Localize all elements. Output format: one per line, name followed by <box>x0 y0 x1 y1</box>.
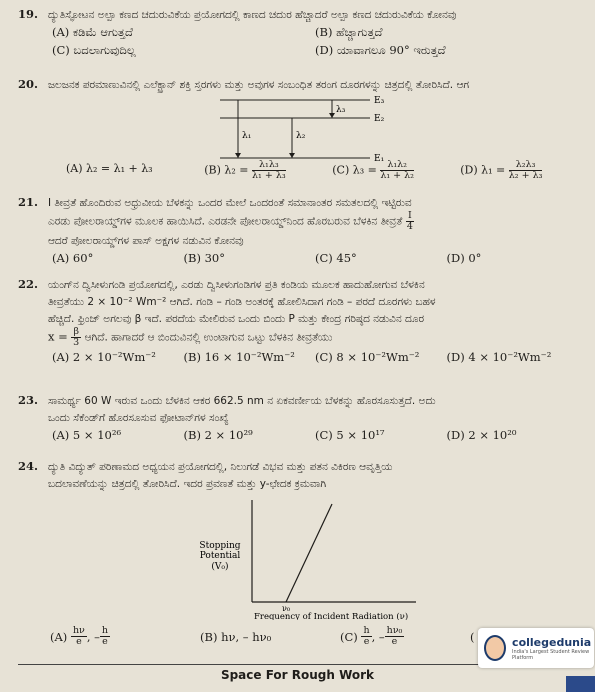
question-number: 24. <box>18 459 39 473</box>
y-axis-label-1: Stopping <box>199 541 241 551</box>
option-a[interactable]: (A) λ₂ = λ₁ + λ₃ <box>66 162 153 175</box>
footer-text: Space For Rough Work <box>220 668 375 682</box>
option-d[interactable]: (D) 2 × 10²⁰ <box>446 428 517 442</box>
option-a[interactable]: (A) 2 × 10⁻²Wm⁻² <box>52 350 156 364</box>
option-a[interactable]: (A) 5 × 10²⁶ <box>52 428 122 442</box>
option-c[interactable]: (C) 5 × 10¹⁷ <box>315 428 385 442</box>
separator: , – <box>371 629 385 644</box>
question-24-options <box>50 626 490 647</box>
y-axis-label-2: Potential <box>199 551 241 561</box>
arrow-lambda3 <box>329 113 335 118</box>
option-d[interactable] <box>460 160 578 181</box>
energy-level-diagram <box>220 94 400 170</box>
option-c[interactable]: (C) 8 × 10⁻²Wm⁻² <box>315 350 420 364</box>
label-lambda1: λ₁ <box>242 131 252 141</box>
options <box>52 249 578 267</box>
question-stem-line-4: ಆಗಿದೆ. ಹಾಗಾದರೆ ಆ ಬಿಂದುವಿನಲ್ಲಿ ಉಂಟಾಗುವ ಒಟ್ಟು ಬೆಳಕಿನ ತೀವ್ರತೆಯು <box>84 331 333 344</box>
option-label: (C) λ₃ = <box>332 163 377 177</box>
brand-name: collegedunia <box>512 635 592 649</box>
options <box>52 348 578 366</box>
option-a[interactable] <box>50 626 200 647</box>
fraction: $\frac{\text{λ₂λ₃}}{\text{λ₂ + λ₃}}$ <box>508 159 543 181</box>
question-stem-line-1: ಸಾಮರ್ಥ್ಯ 60 W ಇರುವ ಒಂದು ಬೆಳಕಿನ ಆಕರ 662.5 nm ನ ಏಕವರ್ಣೀಯ ಬೆಳಕನ್ನು ಹೊರಸೂಸುತ್ತದೆ. ಅದು <box>48 395 436 407</box>
fraction: $\frac{h}{e}$ <box>363 625 370 647</box>
fraction-i-over-4: $\frac{I}{4}$ <box>406 211 413 232</box>
x-label: x = <box>48 329 68 344</box>
question-number: 21. <box>18 195 39 209</box>
question-stem-line-2: ಒಂದು ಸೆಕೆಂಡ್‌ಗೆ ಹೊರಸೂಸುವ ಫೋಟಾನ್‌ಗಳ ಸಂಖ್ಯೆ <box>48 412 229 424</box>
question-21 <box>18 194 578 267</box>
option-c[interactable]: (C) ಬದಲಾಗುವುದಿಲ್ಲ <box>52 43 136 57</box>
option-b[interactable]: (B) ಹೆಚ್ಚಾಗುತ್ತದೆ <box>315 25 383 39</box>
option-b[interactable]: (B) 30° <box>183 251 225 265</box>
x-axis-label: Frequency of Incident Radiation (ν) <box>254 612 409 620</box>
question-19 <box>18 6 578 59</box>
option-b[interactable] <box>204 160 332 181</box>
option-label: (C) <box>340 629 358 644</box>
fraction: $\frac{h}{e}$ <box>101 625 109 647</box>
option-label: (D) λ₁ = <box>460 163 506 177</box>
fraction-beta-over-3: $\frac{\beta}{3}$ <box>73 327 80 348</box>
label-lambda3: λ₃ <box>336 105 346 115</box>
arrow-lambda2 <box>289 153 295 158</box>
option-b[interactable]: (B) 2 × 10²⁹ <box>183 428 253 442</box>
option-b[interactable]: (B) hν, – hν₀ <box>200 629 272 644</box>
option-b[interactable]: (B) 16 × 10⁻²Wm⁻² <box>183 350 295 364</box>
question-number: 22. <box>18 277 39 291</box>
question-stem-line-3: ಹೆಚ್ಚಿದೆ. ಫ್ರಿಂಜ್ ಅಗಲವು β ಇದೆ. ಪರದೆಯ ಮೇಲಿರುವ ಒಂದು ಬಿಂದು P ಮತ್ತು ಕೇಂದ್ರ ಗರಿಷ್ಠದ ನಡುವಿನ ದೂರ <box>48 313 425 325</box>
option-c[interactable] <box>340 626 470 647</box>
y-axis-label-3: (V₀) <box>211 562 229 572</box>
question-number: 23. <box>18 393 39 407</box>
fraction: $\frac{\text{λ₁λ₂}}{\text{λ₁ + λ₂}}$ <box>380 159 414 181</box>
brand-tagline: India's Largest Student Review Platform <box>512 648 590 661</box>
question-24 <box>18 458 578 492</box>
question-stem-line-2: ಎರಡು ಪೋಲರಾಯ್ಡ್‌ಗಳ ಮೂಲಕ ಹಾಯಿಸಿದೆ. ಎರಡನೇ ಪೋಲರಾಯ್ಡ್‌ನಿಂದ ಹೊರಬರುವ ಬೆಳಕಿನ ತೀವ್ರತೆ <box>48 215 403 228</box>
question-stem: ದ್ಯುತಿಸ್ಫೋಟನ ಅಲ್ಪಾ ಕಣದ ಚದುರುವಿಕೆಯ ಪ್ರಯೋಗದಲ್ಲಿ ಕಾಣದ ಚದುರ ಹೆಚ್ಚಾದರೆ ಅಲ್ಪಾ ಕಣದ ಚದುರುವಿಕೆಯ ಕೋನವು <box>48 9 457 21</box>
option-label: (B) λ₂ = <box>204 163 249 177</box>
option-d[interactable]: (D) 0° <box>446 251 482 265</box>
question-stem-line-2: ಬದಲಾವಣೆಯನ್ನು ಚಿತ್ರದಲ್ಲಿ ತೋರಿಸಿದೆ. ಇದರ ಪ್ರವಣತೆ ಮತ್ತು y-ಛೇದಕ ಕ್ರಮವಾಗಿ <box>48 478 327 490</box>
options <box>52 426 578 444</box>
nu0-label: ν₀ <box>282 604 291 613</box>
question-22 <box>18 276 578 366</box>
watermark-text <box>512 636 594 661</box>
stopping-potential-graph <box>190 498 430 620</box>
option-d[interactable]: (D) 4 × 10⁻²Wm⁻² <box>446 350 552 364</box>
separator: , – <box>86 629 100 644</box>
data-line <box>286 504 332 602</box>
option-c[interactable] <box>332 160 460 181</box>
question-stem-line-1: ಯಂಗ್‌ನ ದ್ವಿಸೀಳುಗಂಡಿ ಪ್ರಯೋಗದಲ್ಲಿ, ಎರಡು ದ್ವಿಸೀಳುಗಂಡಿಗಳ ಪ್ರತಿ ಕಂಡಿಯ ಮೂಲಕ ಹಾದುಹೋಗುವ ಬೆಳಕಿನ <box>48 279 425 291</box>
question-stem-line-1: ದ್ಯುತಿ ವಿದ್ಯುತ್ ಪರಿಣಾಮದ ಅಧ್ಯಯನ ಪ್ರಯೋಗದಲ್ಲಿ, ನಿಲುಗಡೆ ವಿಭವ ಮತ್ತು ಪತನ ವಿಕಿರಣ ಆವೃತ್ತಿಯ <box>48 461 393 473</box>
label-lambda2: λ₂ <box>296 131 306 141</box>
option-d[interactable]: (D) ಯಾವಾಗಲೂ 90° ಇರುತ್ತದೆ <box>315 43 446 57</box>
mascot-icon <box>484 635 506 661</box>
label-e2: E₂ <box>374 114 385 124</box>
collegedunia-watermark <box>478 628 594 668</box>
question-stem: ಜಲಜನಕ ಪರಮಾಣುವಿನಲ್ಲಿ ಎಲೆಕ್ಟ್ರಾನ್ ಶಕ್ತಿ ಸ್ತರಗಳು ಮತ್ತು ಅವುಗಳ ಸಂಬಂಧಿತ ತರಂಗ ದೂರಗಳನ್ನು ಚಿತ್ರದಲ್ಲಿ ತೋರಿಸಿದೆ. ಆಗ <box>48 79 470 91</box>
option-d[interactable]: ( <box>470 629 475 644</box>
question-stem-line-2: ತೀವ್ರತೆಯು 2 × 10⁻² Wm⁻² ಆಗಿದೆ. ಗಂಡಿ – ಗಂಡಿ ಅಂತರಕ್ಕೆ ಹೋಲಿಸಿದಾಗ ಗಂಡಿ – ಪರದೆ ದೂರಗಳು ಬಹಳ <box>48 296 436 308</box>
option-c[interactable]: (C) 45° <box>315 251 357 265</box>
question-number: 19. <box>18 7 39 21</box>
question-number: 20. <box>18 77 39 91</box>
question-23 <box>18 392 578 444</box>
corner-stamp <box>566 676 595 692</box>
option-label: (A) <box>50 629 68 644</box>
question-20-options <box>18 160 578 181</box>
question-20 <box>18 76 578 93</box>
option-a[interactable]: (A) ಕಡಿಮೆ ಆಗುತ್ತದೆ <box>52 25 133 39</box>
fraction: $\frac{\text{λ₁λ₃}}{\text{λ₁ + λ₃}}$ <box>252 159 286 181</box>
fraction: $\frac{h\nu}{e}$ <box>72 625 85 647</box>
option-a[interactable]: (A) 60° <box>52 251 94 265</box>
question-stem-line-3: ಆದರೆ ಪೋಲರಾಯ್ಡ್‌ಗಳ ಪಾಸ್ ಅಕ್ಷಗಳ ನಡುವಿನ ಕೋನವು <box>48 235 244 247</box>
fraction: $\frac{\text{hν₀}}{e}$ <box>386 625 403 647</box>
label-e3: E₃ <box>374 96 385 106</box>
arrow-lambda1 <box>235 153 241 158</box>
question-stem-line-1: I ತೀವ್ರತೆ ಹೊಂದಿರುವ ಅಧ್ರುವೀಯ ಬೆಳಕನ್ನು ಒಂದರ ಮೇಲೆ ಒಂದರಂತೆ ಸಮಾನಾಂತರ ಸಮತಲದಲ್ಲಿ ಇಟ್ಟಿರುವ <box>48 197 412 209</box>
options <box>52 23 578 59</box>
label-e1: E₁ <box>374 154 385 164</box>
